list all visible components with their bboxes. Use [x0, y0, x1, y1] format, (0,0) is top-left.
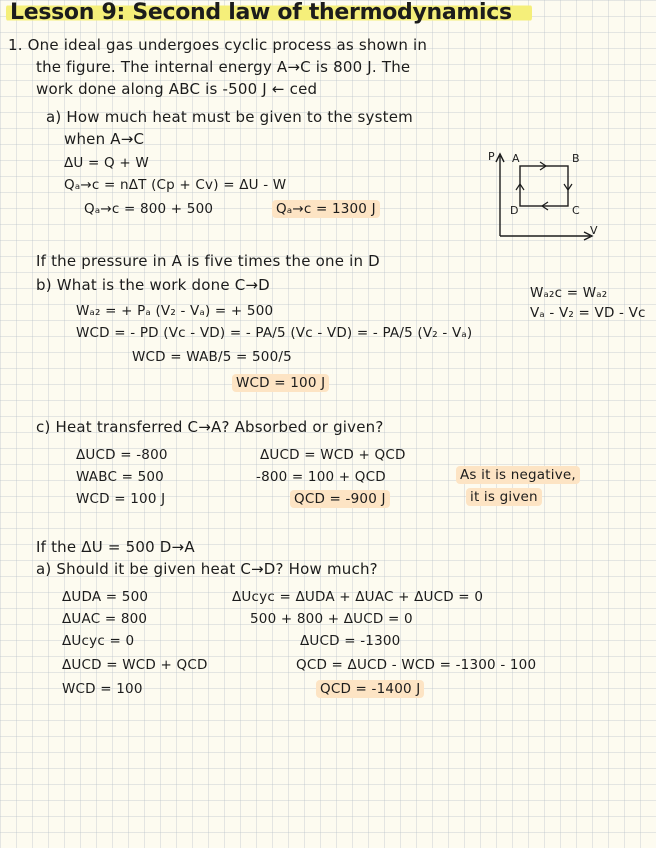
part-a-answer: Qₐ→c = 1300 J [272, 200, 380, 218]
part-d-condition: If the ΔU = 500 D→A [36, 538, 195, 556]
label-c: C [572, 204, 580, 217]
part-c-answer: QCD = -900 J [290, 490, 390, 508]
part-a-question: a) How much heat must be given to the system [46, 108, 413, 126]
part-d-left-3: ΔUcyc = 0 [62, 633, 135, 649]
part-d-answer: QCD = -1400 J [316, 680, 424, 698]
label-b: B [572, 152, 580, 165]
label-d: D [510, 204, 519, 217]
label-a: A [512, 152, 520, 165]
part-a-eq-2: Qₐ→c = nΔT (Cp + Cv) = ΔU - W [64, 177, 287, 193]
page-title: Lesson 9: Second law of thermodynamics [6, 4, 532, 22]
part-b-question: b) What is the work done C→D [36, 276, 270, 294]
part-c-mid-2: -800 = 100 + QCD [256, 469, 386, 485]
problem-line-1: 1. One ideal gas undergoes cyclic process as shown in [8, 36, 428, 54]
label-v: V [590, 224, 598, 237]
part-c-mid-1: ΔUCD = WCD + QCD [260, 447, 406, 463]
part-a-eq-3: Qₐ→c = 800 + 500 [84, 201, 214, 217]
pv-diagram [486, 148, 598, 240]
pressure-condition: If the pressure in A is five times the one in D [36, 252, 380, 270]
part-a-eq-1: ΔU = Q + W [64, 155, 149, 171]
part-d-left-2: ΔUAC = 800 [62, 611, 148, 627]
part-c-left-1: ΔUCD = -800 [76, 447, 168, 463]
cycle-rectangle [520, 166, 568, 206]
problem-line-3: work done along ABC is -500 J ← ced [36, 80, 318, 98]
part-c-left-2: WABC = 500 [76, 469, 164, 485]
part-d-mid-1: ΔUcyc = ΔUDA + ΔUAC + ΔUCD = 0 [232, 589, 484, 605]
part-c-note-2: it is given [466, 488, 542, 506]
part-b-answer: WCD = 100 J [232, 374, 329, 392]
part-b-side-note-1: Wₐ₂c = Wₐ₂ [530, 285, 608, 301]
part-d-mid-4: QCD = ΔUCD - WCD = -1300 - 100 [296, 657, 537, 673]
part-d-mid-3: ΔUCD = -1300 [300, 633, 401, 649]
part-c-question: c) Heat transferred C→A? Absorbed or given? [36, 418, 384, 436]
part-c-left-3: WCD = 100 J [76, 491, 166, 507]
part-c-note-1: As it is negative, [456, 466, 580, 484]
part-d-left-4: ΔUCD = WCD + QCD [62, 657, 208, 673]
part-d-mid-2: 500 + 800 + ΔUCD = 0 [250, 611, 413, 627]
part-b-side-note-2: Vₐ - V₂ = VD - Vc [530, 305, 646, 321]
part-b-eq-2: WCD = - PD (Vc - VD) = - PA/5 (Vc - VD) = - PA/5 (V₂ - Vₐ) [76, 325, 473, 341]
part-d-left-1: ΔUDA = 500 [62, 589, 149, 605]
part-d-left-5: WCD = 100 [62, 681, 143, 697]
part-b-eq-1: Wₐ₂ = + Pₐ (V₂ - Vₐ) = + 500 [76, 303, 274, 319]
pv-diagram-svg [486, 148, 598, 240]
part-a-question-cont: when A→C [64, 130, 145, 148]
label-p: P [488, 150, 495, 163]
part-b-eq-3: WCD = WAB/5 = 500/5 [132, 349, 292, 365]
problem-line-2: the figure. The internal energy A→C is 800 J. The [36, 58, 411, 76]
part-d-question: a) Should it be given heat C→D? How much? [36, 560, 378, 578]
